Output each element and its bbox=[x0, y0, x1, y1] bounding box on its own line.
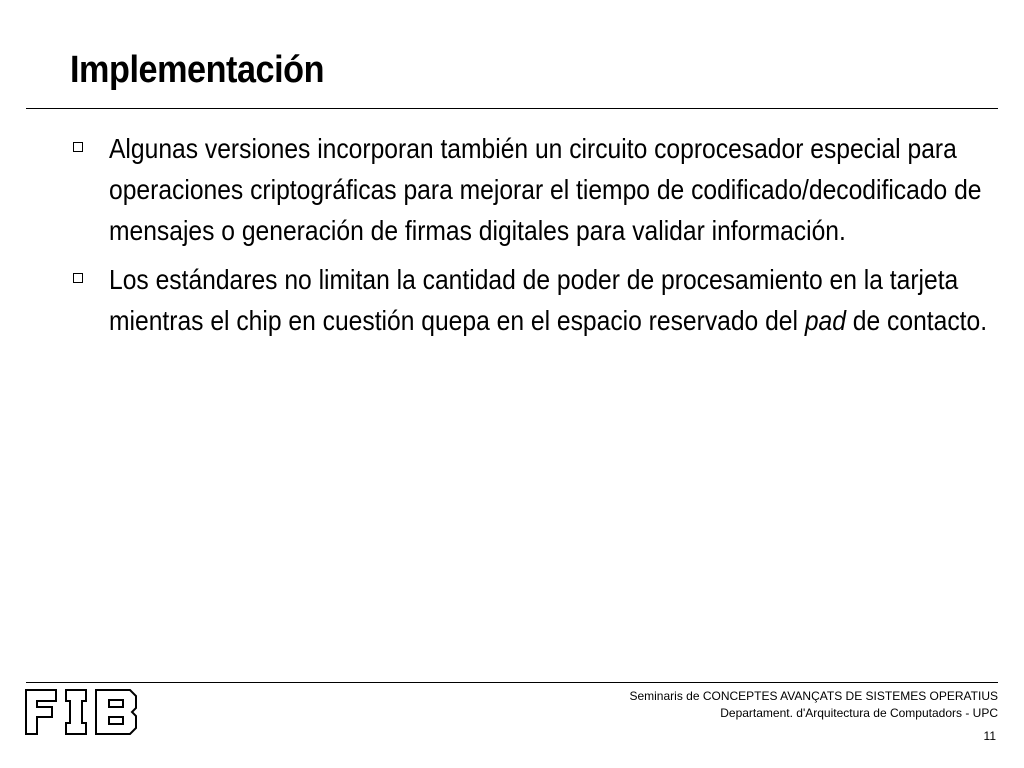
square-bullet-icon bbox=[73, 142, 83, 152]
title-divider bbox=[26, 108, 998, 109]
footer-seminar-line: Seminaris de CONCEPTES AVANÇATS DE SISTEMES OPERATIUS bbox=[629, 689, 998, 703]
page-number: 11 bbox=[983, 729, 996, 743]
footer-divider bbox=[26, 682, 998, 683]
bullet-list bbox=[73, 128, 993, 349]
slide-title: Implementación bbox=[70, 49, 325, 91]
bullet-item bbox=[73, 259, 993, 341]
bullet-text-part: Los estándares no limitan la cantidad de poder de procesamiento en la tarjeta mientras el chip en cuestión quepa en el espacio reservado del bbox=[109, 264, 959, 336]
fib-logo bbox=[24, 688, 140, 741]
bullet-text-part: de contacto. bbox=[845, 305, 988, 336]
bullet-item bbox=[73, 128, 993, 251]
square-bullet-icon bbox=[73, 273, 83, 283]
footer-department-line: Departament. d'Arquitectura de Computadors - UPC bbox=[720, 706, 998, 720]
italic-term: pad bbox=[804, 305, 846, 336]
bullet-text: Algunas versiones incorporan también un circuito coprocesador especial para operaciones criptográficas para mejorar el tiempo de codificado/decodificado de mensajes o generación de firmas digitales para validar información. bbox=[109, 133, 982, 246]
footer-credits bbox=[629, 688, 998, 722]
bullet-text bbox=[109, 259, 1015, 341]
